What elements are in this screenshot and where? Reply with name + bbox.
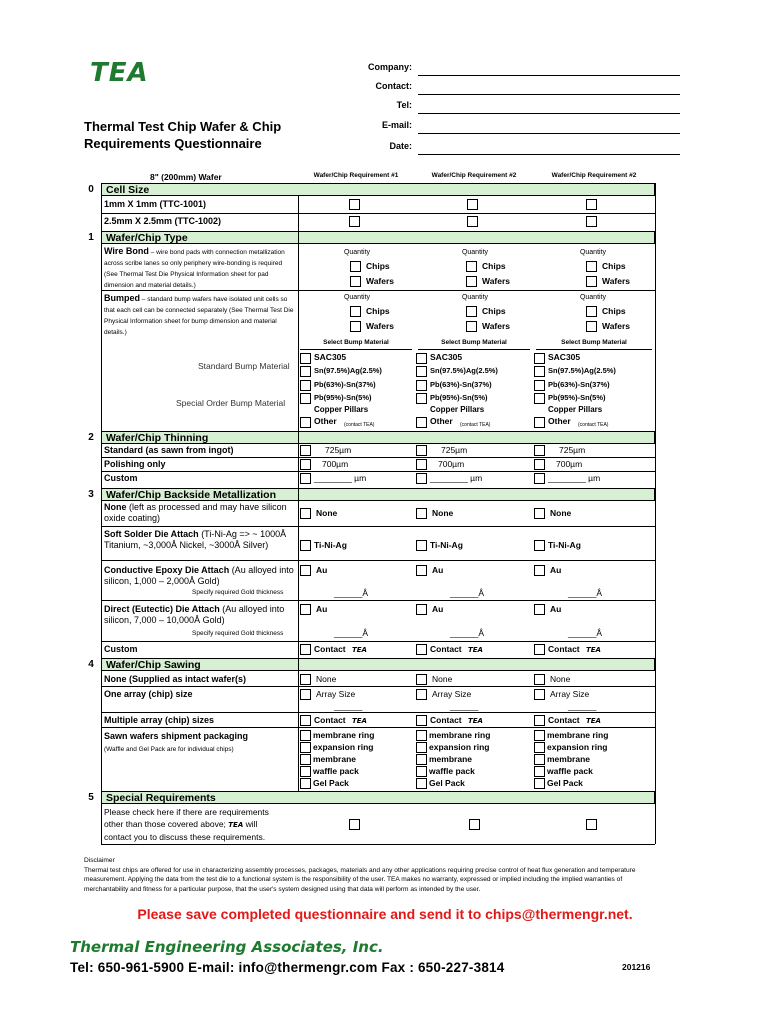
chips-option: Chips [602,261,626,271]
packaging-option: membrane [547,754,590,764]
quantity-label: Quantity [461,249,489,256]
checkbox[interactable] [300,380,311,391]
checkbox[interactable] [300,445,311,456]
other-option: Other [430,416,453,426]
checkbox[interactable] [350,321,361,332]
checkbox[interactable] [300,417,311,428]
wafers-option: Wafers [602,276,631,286]
checkbox[interactable] [534,689,545,700]
au-option: Au [316,604,328,614]
checkbox[interactable] [466,306,477,317]
cell-size-2.5mm: 2.5mm X 2.5mm (TTC-1002) [104,216,222,226]
disclaimer-title: Disclaimer [84,857,115,864]
quantity-label: Quantity [579,294,607,301]
au-option: Au [550,604,562,614]
section-header-thinning: Wafer/Chip Thinning [101,431,655,444]
metallization-none: None (left as processed and may have silicon oxide coating) [104,502,287,523]
checkbox[interactable] [534,393,545,404]
checkbox[interactable] [534,674,545,685]
contact-option: Contact [430,644,462,654]
quantity-label: Quantity [461,294,489,301]
checkbox[interactable] [534,353,545,364]
checkbox[interactable] [350,276,361,287]
select-bump-label: Select Bump Material [418,339,530,350]
packaging-option: membrane [313,754,356,764]
checkbox[interactable] [300,778,311,789]
thickness-725-option: 725µm [325,445,352,455]
checkbox[interactable] [586,199,597,210]
checkbox[interactable] [534,565,545,576]
checkbox[interactable] [416,674,427,685]
gold-thickness-input: ______Å [568,588,603,598]
submission-instructions: Please save completed questionnaire and send it to chips@thermengr.net. [137,906,633,922]
pb95-option: Pb(95%)-Sn(5%) [430,393,488,402]
checkbox[interactable] [534,508,545,519]
contact-option: Contact [314,715,346,725]
checkbox[interactable] [300,508,311,519]
section-number: 0 [88,184,94,195]
metallization-epoxy: Conductive Epoxy Die Attach (Au alloyed into silicon, 1,000 – 2,000Å Gold) [104,565,294,586]
pb63-option: Pb(63%)-Sn(37%) [430,380,492,389]
section-header-cell-size: Cell Size [101,183,655,196]
gold-thickness-label: Specify required Gold thickness [192,589,284,596]
checkbox[interactable] [466,321,477,332]
wire-bond-description: Wire Bond – wire bond pads with connection metallization across scribe lanes so only periphery wire-bonding is required (See Thermal Test Die Physical Information sheet for pad dimension and material details.) [104,246,285,289]
checkbox[interactable] [349,199,360,210]
contact-tea-note: (contact TEA) [344,422,375,428]
sawing-packaging: Sawn wafers shipment packaging [104,731,249,741]
checkbox[interactable] [349,216,360,227]
sawing-none: None (Supplied as intact wafer(s) [104,674,247,684]
checkbox[interactable] [350,306,361,317]
au-option: Au [550,565,562,575]
chips-option: Chips [366,306,390,316]
checkbox[interactable] [469,819,480,830]
thickness-725-option: 725µm [441,445,468,455]
checkbox[interactable] [300,565,311,576]
cell-size-1mm: 1mm X 1mm (TTC-1001) [104,199,207,209]
checkbox[interactable] [534,540,545,551]
tel-field[interactable] [300,100,560,114]
thinning-custom: Custom [104,473,138,483]
section-number: 2 [88,432,94,443]
chips-option: Chips [482,261,506,271]
checkbox[interactable] [416,766,427,777]
checkbox[interactable] [300,540,311,551]
checkbox[interactable] [300,715,311,726]
select-bump-label: Select Bump Material [300,339,412,350]
metallization-soft-solder: Soft Solder Die Attach (Ti-Ni-Ag => ~ 1000Å Titanium, ~3,000Å Nickel, ~3000Å Silver) [104,529,287,550]
tea-inline-logo: TEA [586,646,601,654]
au-option: Au [432,565,444,575]
checkbox[interactable] [586,321,597,332]
gold-thickness-input: ______Å [450,628,485,638]
other-option: Other [314,416,337,426]
checkbox[interactable] [300,644,311,655]
checkbox[interactable] [534,445,545,456]
section-header-sawing: Wafer/Chip Sawing [101,658,655,671]
checkbox[interactable] [416,689,427,700]
checkbox[interactable] [416,540,427,551]
custom-thickness-input: ________ µm [430,473,483,483]
section-header-backside-metallization: Wafer/Chip Backside Metallization [101,488,655,501]
checkbox[interactable] [300,742,311,753]
array-size-option: Array Size [550,689,590,699]
checkbox[interactable] [416,644,427,655]
column-header-3: Wafer/Chip Requirement #2 [536,170,652,184]
checkbox[interactable] [586,216,597,227]
array-size-input: ______ [450,701,479,711]
none-option: None [432,674,453,684]
none-option: None [550,508,572,518]
au-option: Au [316,565,328,575]
pb63-option: Pb(63%)-Sn(37%) [314,380,376,389]
email-label: E-mail: [381,120,412,130]
checkbox[interactable] [467,216,478,227]
date-label: Date: [389,141,412,151]
ti-ni-ag-option: Ti-Ni-Ag [430,540,463,550]
title-line-2: Requirements Questionnaire [84,136,262,151]
chips-option: Chips [366,261,390,271]
disclaimer-text: Thermal test chips are offered for use in characterizing assembly processes, packages, materials and any other applications requiring precise control of heat flux generation and temperature measurement. Applying the data from the test die to a functional system is the responsibility of the user. TEA makes no warranty, expressed or implied including the implied warranties of merchantability and fitness for a particular purpose, that the user's system designed using that data will perform as intended by the user. [84,866,636,893]
copper-pillars-option: Copper Pillars [314,405,369,414]
checkbox[interactable] [416,742,427,753]
company-label: Company: [367,62,412,72]
checkbox[interactable] [300,353,311,364]
checkbox[interactable] [416,393,427,404]
pb95-option: Pb(95%)-Sn(5%) [548,393,606,402]
gold-thickness-label: Specify required Gold thickness [192,630,284,637]
checkbox[interactable] [534,766,545,777]
checkbox[interactable] [350,261,361,272]
checkbox[interactable] [586,819,597,830]
wafers-option: Wafers [602,321,631,331]
sac305-option: SAC305 [314,352,347,362]
chips-option: Chips [482,306,506,316]
checkbox[interactable] [416,565,427,576]
copper-pillars-option: Copper Pillars [548,405,603,414]
packaging-option: membrane [429,754,472,764]
section-number: 4 [88,659,94,670]
other-option: Other [548,416,571,426]
array-size-input: ______ [334,701,363,711]
checkbox[interactable] [534,778,545,789]
section-number: 1 [88,232,94,243]
checkbox[interactable] [416,778,427,789]
section-number: 3 [88,489,94,500]
checkbox[interactable] [534,459,545,470]
checkbox[interactable] [300,754,311,765]
special-bump-label: Special Order Bump Material [176,398,286,408]
thickness-700-option: 700µm [322,459,349,469]
checkbox[interactable] [586,306,597,317]
column-header-1: Wafer/Chip Requirement #1 [300,170,412,184]
checkbox[interactable] [534,730,545,741]
contact-option: Contact [548,715,580,725]
checkbox[interactable] [416,508,427,519]
contact-option: Contact [430,715,462,725]
checkbox[interactable] [416,715,427,726]
contact-tea-note: (contact TEA) [460,422,491,428]
none-option: None [316,508,338,518]
wafers-option: Wafers [366,321,395,331]
checkbox[interactable] [467,199,478,210]
quantity-label: Quantity [343,249,371,256]
packaging-option: Gel Pack [547,778,583,788]
tea-inline-logo: TEA [468,717,483,725]
checkbox[interactable] [534,715,545,726]
company-contact: Tel: 650-961-5900 E-mail: info@thermengr.com Fax : 650-227-3814 [70,960,505,975]
thickness-700-option: 700µm [438,459,465,469]
thickness-700-option: 700µm [556,459,583,469]
wafers-option: Wafers [482,321,511,331]
checkbox[interactable] [534,473,545,484]
sawing-multiple-array: Multiple array (chip) sizes [104,715,215,725]
contact-option: Contact [314,644,346,654]
none-option: None [316,674,337,684]
company-field[interactable] [300,62,560,76]
checkbox[interactable] [300,366,311,377]
packaging-option: expansion ring [547,742,608,752]
sn-ag-option: Sn(97.5%)Ag(2.5%) [548,366,616,375]
packaging-option: expansion ring [313,742,374,752]
tea-inline-logo: TEA [352,717,367,725]
bumped-description: Bumped – standard bump wafers have isolated unit cells so that each cell can be connected separately (See Thermal Test Die Physical Information sheet for bump dimension and material details.) [104,293,294,336]
tel-label: Tel: [396,100,412,110]
checkbox[interactable] [300,459,311,470]
select-bump-label: Select Bump Material [536,339,652,350]
custom-thickness-input: ________ µm [548,473,601,483]
none-option: None [432,508,454,518]
checkbox[interactable] [300,393,311,404]
packaging-option: membrane ring [313,730,375,740]
checkbox[interactable] [300,674,311,685]
column-header-2: Wafer/Chip Requirement #2 [418,170,530,184]
special-requirements-text: Please check here if there are requirements other than those covered above; TEA will contact you to discuss these requirements. [104,807,269,842]
checkbox[interactable] [416,604,427,615]
gold-thickness-input: ______Å [334,588,369,598]
thinning-polishing: Polishing only [104,459,166,469]
sn-ag-option: Sn(97.5%)Ag(2.5%) [430,366,498,375]
checkbox[interactable] [416,473,427,484]
checkbox[interactable] [300,604,311,615]
tea-inline-logo: TEA [352,646,367,654]
form-code: 201216 [622,962,651,972]
checkbox[interactable] [466,276,477,287]
checkbox[interactable] [416,366,427,377]
checkbox[interactable] [534,380,545,391]
quantity-label: Quantity [343,294,371,301]
sn-ag-option: Sn(97.5%)Ag(2.5%) [314,366,382,375]
gold-thickness-input: ______Å [450,588,485,598]
pb95-option: Pb(95%)-Sn(5%) [314,393,372,402]
checkbox[interactable] [534,742,545,753]
checkbox[interactable] [300,473,311,484]
contact-label: Contact: [375,81,412,91]
wafers-option: Wafers [482,276,511,286]
company-name: Thermal Engineering Associates, Inc. [70,938,384,956]
packaging-option: membrane ring [547,730,609,740]
checkbox[interactable] [416,380,427,391]
checkbox[interactable] [534,644,545,655]
checkbox[interactable] [349,819,360,830]
pb63-option: Pb(63%)-Sn(37%) [548,380,610,389]
tea-inline-logo: TEA [586,717,601,725]
packaging-option: Gel Pack [429,778,465,788]
checkbox[interactable] [300,766,311,777]
packaging-note: (Waffle and Gel Pack are for individual chips) [104,746,234,753]
tea-logo: TEA [90,58,149,88]
contact-tea-note: (contact TEA) [578,422,609,428]
metallization-custom: Custom [104,644,138,654]
packaging-option: membrane ring [429,730,491,740]
checkbox[interactable] [586,261,597,272]
packaging-option: waffle pack [313,766,359,776]
custom-thickness-input: ________ µm [314,473,367,483]
copper-pillars-option: Copper Pillars [430,405,485,414]
standard-bump-label: Standard Bump Material [198,361,290,371]
checkbox[interactable] [534,604,545,615]
checkbox[interactable] [534,417,545,428]
section-number: 5 [88,792,94,803]
sawing-one-array: One array (chip) size [104,689,193,699]
date-field[interactable] [300,141,560,155]
checkbox[interactable] [416,730,427,741]
checkbox[interactable] [300,730,311,741]
thinning-standard: Standard (as sawn from ingot) [104,445,234,455]
contact-field[interactable] [300,81,560,95]
checkbox[interactable] [416,754,427,765]
checkbox[interactable] [416,417,427,428]
checkbox[interactable] [534,754,545,765]
quantity-label: Quantity [579,249,607,256]
thickness-725-option: 725µm [559,445,586,455]
checkbox[interactable] [416,459,427,470]
wafer-size-label: 8" (200mm) Wafer [150,172,222,182]
gold-thickness-input: ______Å [568,628,603,638]
array-size-input: ______ [568,701,597,711]
checkbox[interactable] [416,353,427,364]
wafers-option: Wafers [366,276,395,286]
packaging-option: waffle pack [429,766,475,776]
packaging-option: waffle pack [547,766,593,776]
packaging-option: Gel Pack [313,778,349,788]
none-option: None [550,674,571,684]
checkbox[interactable] [300,689,311,700]
gold-thickness-input: ______Å [334,628,369,638]
contact-option: Contact [548,644,580,654]
array-size-option: Array Size [316,689,356,699]
au-option: Au [432,604,444,614]
tea-inline-logo: TEA [468,646,483,654]
array-size-option: Array Size [432,689,472,699]
chips-option: Chips [602,306,626,316]
metallization-eutectic: Direct (Eutectic) Die Attach (Au alloyed into silicon, 7,000 – 10,000Å Gold) [104,604,285,625]
checkbox[interactable] [586,276,597,287]
checkbox[interactable] [416,445,427,456]
ti-ni-ag-option: Ti-Ni-Ag [314,540,347,550]
ti-ni-ag-option: Ti-Ni-Ag [548,540,581,550]
sac305-option: SAC305 [548,352,581,362]
packaging-option: expansion ring [429,742,490,752]
sac305-option: SAC305 [430,352,463,362]
checkbox[interactable] [466,261,477,272]
disclaimer [84,856,664,894]
email-field[interactable] [300,120,560,134]
section-header-special: Special Requirements [101,791,655,804]
checkbox[interactable] [534,366,545,377]
tea-inline-logo: TEA [228,821,244,829]
title-line-1: Thermal Test Chip Wafer & Chip [84,119,282,134]
section-header-wafer-chip-type: Wafer/Chip Type [101,231,655,244]
